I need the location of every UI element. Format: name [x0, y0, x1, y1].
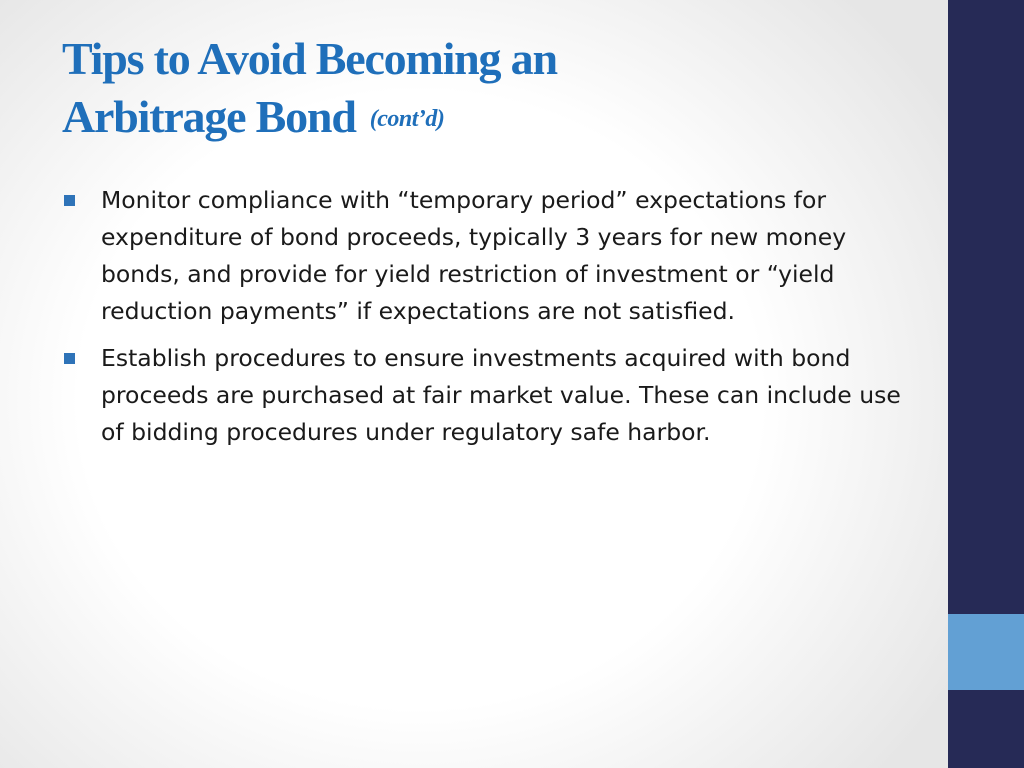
square-bullet-icon [64, 195, 75, 206]
slide-title [62, 30, 922, 154]
square-bullet-icon [64, 353, 75, 364]
bullet-item [60, 182, 910, 330]
title-line-1: Tips to Avoid Becoming an [62, 33, 557, 84]
bullet-text: Establish procedures to ensure investments acquired with bond proceeds are purchased at fair market value. These can include use of bidding procedures under regulatory safe harbor. [101, 344, 901, 446]
bullet-list [60, 182, 910, 461]
bullet-text: Monitor compliance with “temporary period” expectations for expenditure of bond proceeds, typically 3 years for new money bonds, and provide for yield restriction of investment or “yield reduction payments” if expectations are not satisfied. [101, 186, 847, 325]
title-line-2: Arbitrage Bond [62, 91, 356, 142]
bullet-item [60, 340, 910, 451]
title-suffix: (cont’d) [369, 106, 445, 132]
side-bar-accent [948, 614, 1024, 690]
